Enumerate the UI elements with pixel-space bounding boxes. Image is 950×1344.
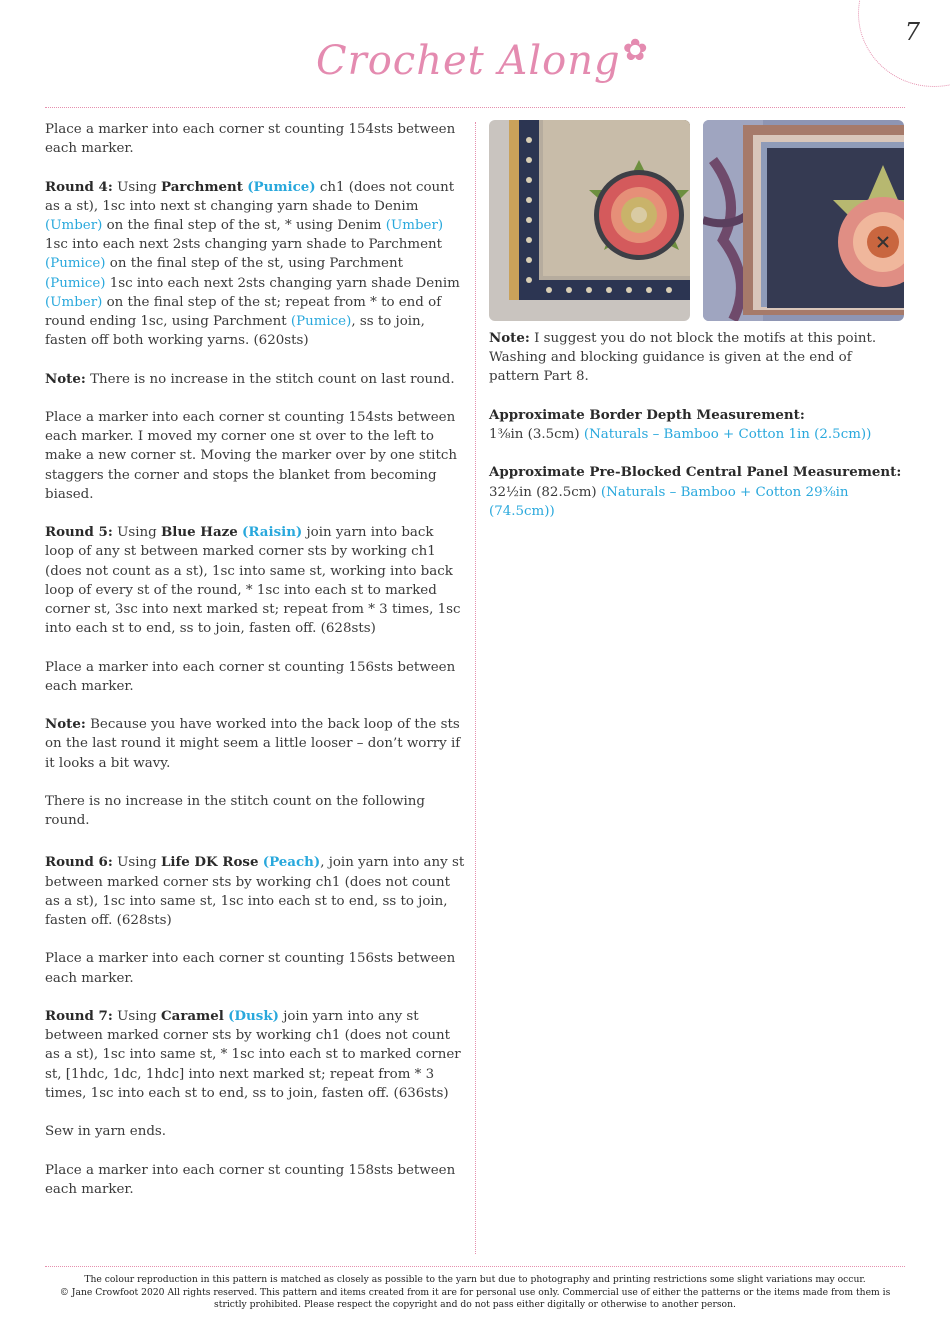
motif-photo-2: [703, 120, 904, 321]
note-stitch-count: Note: There is no increase in the stitch count on last round.: [45, 370, 455, 387]
round-6-instructions: Round 6: Using Life DK Rose (Peach), join yarn into any st between marked corner sts by working ch1 (does not count as a st), 1sc into same st, 1sc into each st to end, ss to join, fasten off. (628sts): [45, 854, 465, 929]
central-panel-measurement: Approximate Pre-Blocked Central Panel Measurement: 32½in (82.5cm) (Naturals – Bamboo + Cotton 29⅜in (74.5cm)): [489, 464, 902, 519]
blocking-note: Note: I suggest you do not block the motifs at this point. Washing and blocking guidance is given at the end of pattern Part 8.: [489, 330, 877, 385]
crochet-along-logo: [316, 33, 649, 84]
round-4-instructions: Round 4: Using Parchment (Pumice) ch1 (does not count as a st), 1sc into next st changing yarn shade to Denim (Umber) on the final step of the st, * using Denim (Umber) 1sc into each next 2sts changing yarn shade to Parchment (Pumice) on the final step of the st, using Parchment (Pumice) 1sc into each next 2sts changing yarn shade Denim (Umber) on the final step of the st; repeat from * to end of round ending 1sc, using Parchment (Pumice), ss to join, fasten off both working yarns. (620sts): [45, 178, 460, 349]
footer-copyright-cont: strictly prohibited. Please respect the copyright and do not pass either digitally or otherwise to another person.: [214, 1299, 736, 1311]
footer: [40, 1274, 910, 1312]
header-divider: [45, 107, 905, 108]
footer-colour-note: The colour reproduction in this pattern is matched as closely as possible to the yarn but due to photography and printing restrictions some slight variations may occur.: [84, 1274, 866, 1285]
note-back-loop: Note: Because you have worked into the back loop of the sts on the last round it might seem a little looser – don’t worry if it looks a bit wavy.: [45, 716, 461, 771]
round-5-instructions: Round 5: Using Blue Haze (Raisin) join yarn into back loop of any st between marked corner sts by working ch1 (does not count as a st), 1sc into same st, working into back loop of every st of the round, * 1sc into each st to marked corner st, 3sc into next marked st; repeat from * 3 times, 1sc into each st to end, ss to join, fasten off. (628sts): [45, 524, 461, 637]
photo-row: [489, 120, 905, 321]
column-divider: [475, 122, 476, 1254]
marker-instruction: Place a marker into each corner st counting 154sts between each marker. I moved my corner one st over to the left to make a new corner st. Moving the marker over by one stitch staggers the corner and stops the blanket from becoming biased.: [45, 410, 457, 502]
left-column: [45, 120, 465, 1218]
sew-in-ends: Sew in yarn ends.: [45, 1124, 167, 1140]
border-depth-measurement: Approximate Border Depth Measurement: 1⅜in (3.5cm) (Naturals – Bamboo + Cotton 1in (2.5cm)): [489, 406, 872, 442]
footer-copyright: © Jane Crowfoot 2020 All rights reserved. This pattern and items created from it are for personal use only. Commercial use of either the patterns or the items made from them is: [59, 1286, 891, 1298]
page-number: 7: [904, 18, 920, 46]
flower-icon: ✿: [622, 33, 649, 68]
marker-instruction: Place a marker into each corner st counting 156sts between each marker.: [45, 659, 456, 694]
marker-instruction: Place a marker into each corner st counting 158sts between each marker.: [45, 1162, 456, 1197]
stitch-count-note: There is no increase in the stitch count on the following round.: [45, 794, 425, 829]
footer-divider: [45, 1266, 905, 1267]
marker-instruction: Place a marker into each corner st counting 156sts between each marker.: [45, 951, 456, 986]
motif-photo-1: [489, 120, 690, 321]
marker-instruction: Place a marker into each corner st counting 154sts between each marker.: [45, 122, 456, 157]
right-column: [489, 120, 905, 540]
logo-text: Crochet Along: [316, 38, 621, 84]
round-7-instructions: Round 7: Using Caramel (Dusk) join yarn into any st between marked corner sts by working ch1 (does not count as a st), 1sc into same st, * 1sc into each st to marked corner st, [1hdc, 1dc, 1hdc] into next marked st; repeat from * 3 times, 1sc into each st to end, ss to join, fasten off. (636sts): [45, 1008, 461, 1101]
